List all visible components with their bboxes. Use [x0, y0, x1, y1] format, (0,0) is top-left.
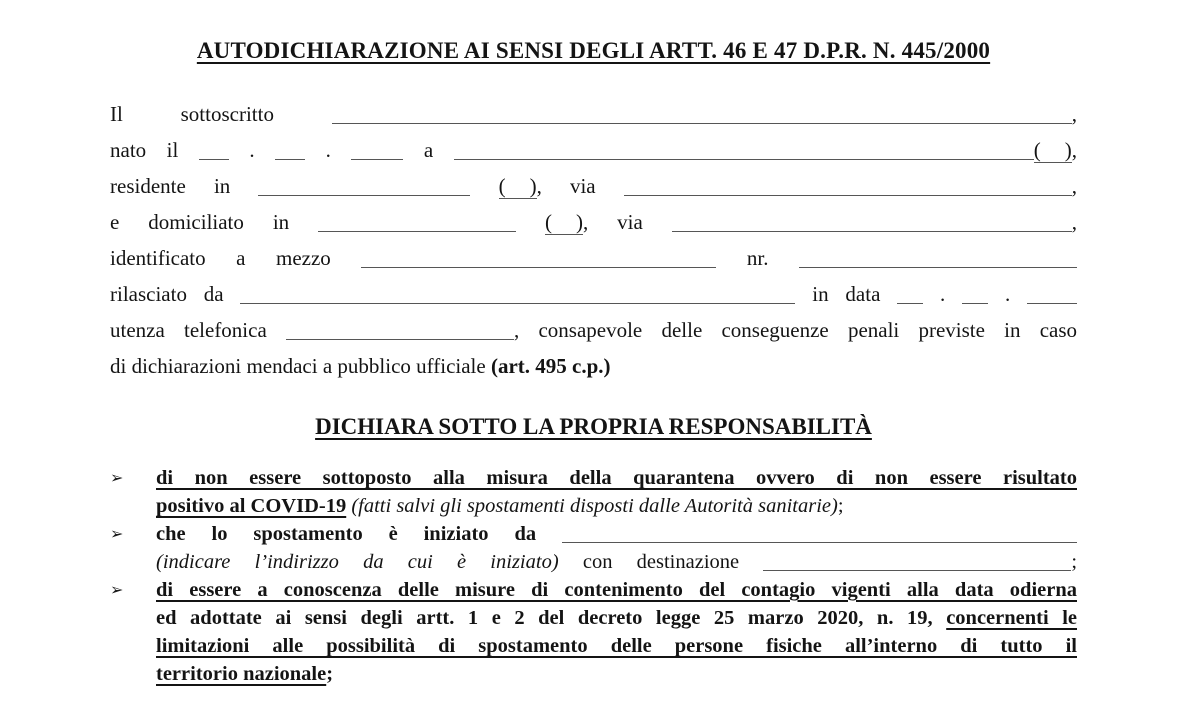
text-segment: , [1071, 174, 1077, 198]
form-line [110, 276, 1077, 312]
text-segment: che lo spostamento è iniziato da [156, 523, 562, 545]
text-segment: (indicare l’indirizzo da cui è iniziato) [156, 551, 559, 573]
form-line [110, 240, 1077, 276]
text-segment: a [403, 138, 454, 162]
paren-blank: ( ) [1033, 138, 1072, 162]
text-segment [470, 174, 498, 198]
text-segment: . [305, 138, 352, 162]
text-segment: limitazioni alle possibilità di spostamento delle persone fisiche all’interno di tutto il [156, 635, 1077, 657]
form-line [110, 348, 1077, 384]
fill-in-blank [332, 111, 1072, 124]
declaration-bullet-list [110, 464, 1077, 688]
bullet-item [110, 464, 1077, 520]
fill-in-blank [962, 291, 988, 304]
document-title-text: AUTODICHIARAZIONE AI SENSI DEGLI ARTT. 46 E 47 D.P.R. N. 445/2000 [196, 38, 991, 63]
text-segment: , [1071, 102, 1077, 126]
declaration-form-section [110, 96, 1077, 384]
text-segment: , consapevole delle conseguenze penali previste in caso [514, 318, 1078, 342]
text-segment: , [1071, 138, 1078, 162]
text-segment: . [228, 138, 276, 162]
form-line [110, 312, 1077, 348]
bullet-item [110, 576, 1077, 688]
text-segment: (art. 495 c.p.) [490, 354, 611, 378]
text-segment: e domiciliato in [110, 210, 319, 234]
fill-in-blank [506, 192, 530, 193]
declaration-heading [110, 414, 1077, 440]
text-segment: Il sottoscritto [110, 102, 332, 126]
text-segment: . [988, 282, 1028, 306]
text-segment: ; [326, 663, 334, 685]
form-line [110, 132, 1077, 168]
text-segment: di non essere sottoposto alla misura della quarantena ovvero di non essere risultato [156, 467, 1077, 489]
document-page [110, 38, 1077, 688]
text-segment: con destinazione [558, 551, 764, 573]
text-segment [516, 210, 545, 234]
text-segment: di dichiarazioni mendaci a pubblico ufficiale [110, 354, 491, 378]
bullet-line [156, 520, 1077, 548]
fill-in-blank [1027, 291, 1077, 304]
bullet-line [156, 632, 1077, 660]
arrowhead-bullet-icon: ➢ [110, 524, 124, 543]
text-segment: ; [1071, 551, 1078, 573]
paren-blank: ( ) [498, 174, 537, 198]
text-segment: , via [536, 174, 624, 198]
bullet-line [156, 576, 1077, 604]
text-segment: residente in [110, 174, 259, 198]
bullet-line [156, 660, 1077, 688]
fill-in-blank [562, 530, 1077, 543]
fill-in-blank [240, 291, 795, 304]
text-segment: , [1071, 210, 1077, 234]
fill-in-blank [258, 183, 470, 196]
text-segment: ed adottate ai sensi degli artt. 1 e 2 del decreto legge 25 marzo 2020, n. 19, [156, 607, 947, 629]
arrowhead-bullet-icon: ➢ [110, 468, 124, 487]
fill-in-blank [275, 147, 305, 160]
document-title [110, 38, 1077, 64]
form-line [110, 168, 1077, 204]
fill-in-blank [763, 558, 1071, 571]
text-segment: . [923, 282, 963, 306]
fill-in-blank [286, 327, 514, 340]
bullet-content [156, 520, 1077, 576]
fill-in-blank [897, 291, 923, 304]
bullet-line [156, 464, 1077, 492]
text-segment: (fatti salvi gli spostamenti disposti dalle Autorità sanitarie) [351, 495, 838, 517]
fill-in-blank [672, 219, 1072, 232]
bullet-item [110, 520, 1077, 576]
bullet-line [156, 548, 1077, 576]
text-segment: nato il [110, 138, 199, 162]
fill-in-blank [799, 255, 1077, 268]
fill-in-blank [552, 228, 576, 229]
fill-in-blank [624, 183, 1072, 196]
fill-in-blank [351, 147, 403, 160]
text-segment: , via [583, 210, 672, 234]
fill-in-blank [454, 147, 1034, 160]
text-segment: identificato a mezzo [110, 246, 362, 270]
text-segment: rilasciato da [110, 282, 241, 306]
form-line [110, 204, 1077, 240]
text-segment: positivo al COVID-19 [156, 495, 347, 517]
paren-blank: ( ) [545, 210, 583, 234]
bullet-line [156, 492, 1077, 520]
form-line [110, 96, 1077, 132]
bullet-content [156, 576, 1077, 688]
text-segment: concernenti le [946, 607, 1078, 629]
text-segment: ; [837, 495, 844, 517]
bullet-line [156, 604, 1077, 632]
text-segment: in data [795, 282, 898, 306]
text-segment: territorio nazionale [156, 663, 327, 685]
fill-in-blank [361, 255, 716, 268]
fill-in-blank [1041, 156, 1065, 157]
text-segment: nr. [716, 246, 799, 270]
arrowhead-bullet-icon: ➢ [110, 580, 124, 599]
fill-in-blank [318, 219, 516, 232]
fill-in-blank [199, 147, 229, 160]
declaration-heading-text: DICHIARA SOTTO LA PROPRIA RESPONSABILITÀ [315, 414, 872, 439]
text-segment: utenza telefonica [110, 318, 286, 342]
bullet-content [156, 464, 1077, 520]
text-segment: di essere a conoscenza delle misure di contenimento del contagio vigenti alla data odierna [156, 579, 1077, 601]
